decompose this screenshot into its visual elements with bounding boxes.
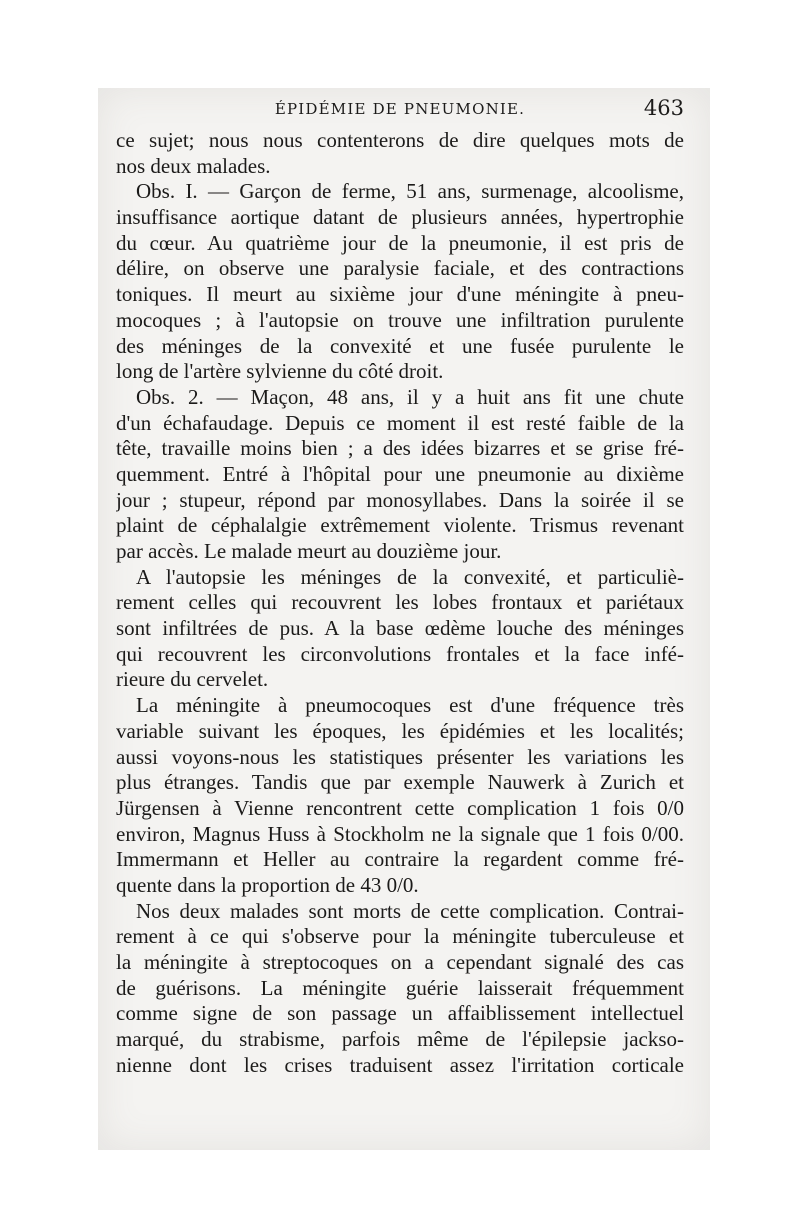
text-line: Nos deux malades sont morts de cette complication. Contrai- [136,898,684,923]
text-line: délire, on observe une paralysie faciale, et des contractions [116,256,684,281]
text-line: marqué, du strabisme, parfois même de l'épilepsie jackso- [116,1027,684,1052]
text-line: rement celles qui recouvrent les lobes frontaux et pariétaux [116,590,684,615]
text-line: qui recouvrent les circonvolutions frontales et la face infé- [116,641,684,666]
text-line: la méningite à streptocoques on a cependant signalé des cas [116,950,684,974]
text-line: du cœur. Au quatrième jour de la pneumonie, il est pris de [116,230,684,255]
text-line: des méninges de la convexité et une fusée purulente le [116,333,684,358]
text-line: par accès. Le malade meurt au douzième jour. [116,539,502,563]
text-line: nienne dont les crises traduisent assez l'irritation corticale [116,1052,684,1077]
text-line: de guérisons. La méningite guérie laisserait fréquemment [116,975,684,1000]
text-line: d'un échafaudage. Depuis ce moment il est resté faible de la [116,410,684,435]
text-line: jour ; stupeur, répond par monosyllabes. Dans la soirée il se [116,487,684,512]
text-line: quemment. Entré à l'hôpital pour une pneumonie au dixième [116,461,684,486]
text-line: rement à ce qui s'observe pour la méningite tuberculeuse et [116,924,684,949]
text-line: quente dans la proportion de 43 0/0. [116,872,419,897]
text-line: variable suivant les époques, les épidémies et les localités; [116,718,684,743]
text-line: long de l'artère sylvienne du côté droit. [116,359,444,384]
text-line: A l'autopsie les méninges de la convexité, et particuliè- [136,564,684,589]
running-title: ÉPIDÉMIE DE PNEUMONIE. [274,100,526,118]
text-line: tête, travaille moins bien ; a des idées bizarres et se grise fré- [116,436,684,461]
text-line: sont infiltrées de pus. A la base œdème louche des méninges [116,616,684,641]
text-line: La méningite à pneumocoques est d'une fréquence très [136,693,684,718]
page-number: 463 [643,96,684,120]
text-line: nos deux malades. [116,153,271,178]
text-line: rieure du cervelet. [116,667,269,692]
text-line: environ, Magnus Huss à Stockholm ne la signale que 1 fois 0/00. [116,821,684,846]
text-line: mocoques ; à l'autopsie on trouve une infiltration purulente [116,307,684,332]
text-line: aussi voyons-nous les statistiques présenter les variations les [116,744,684,769]
text-line: comme signe de son passage un affaiblissement intellectuel [116,1001,684,1026]
running-head [116,96,684,126]
text-line: plaint de céphalalgie extrêmement violente. Trismus revenant [116,513,684,538]
text-line: toniques. Il meurt au sixième jour d'une méningite à pneu- [116,282,684,307]
text-line: Immermann et Heller au contraire la regardent comme fré- [116,847,684,872]
text-line: plus étranges. Tandis que par exemple Nauwerk à Zurich et [116,770,684,795]
body-text [116,128,684,1078]
text-line: ce sujet; nous nous contenterons de dire quelques mots de [116,128,684,152]
text-line: Obs. 2. — Maçon, 48 ans, il y a huit ans fit une chute [136,384,684,409]
text-line: Obs. I. — Garçon de ferme, 51 ans, surmenage, alcoolisme, [136,179,684,204]
text-line: insuffisance aortique datant de plusieurs années, hypertrophie [116,205,684,230]
text-line: Jürgensen à Vienne rencontrent cette complication 1 fois 0/0 [116,795,684,820]
